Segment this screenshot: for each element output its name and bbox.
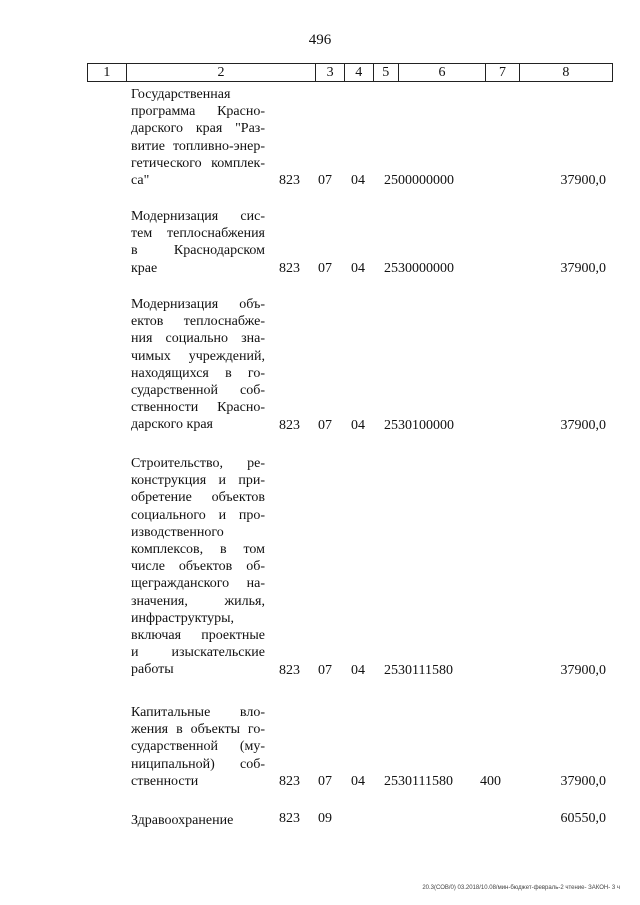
column-header-3: 3 [316, 64, 345, 81]
row-section: 07 [318, 774, 332, 789]
row-subsection: 04 [351, 261, 365, 276]
row-code: 823 [279, 261, 300, 276]
row-amount: 37900,0 [560, 663, 606, 678]
row-amount: 37900,0 [560, 261, 606, 276]
row-description [131, 455, 265, 679]
row-section: 09 [318, 811, 332, 826]
column-header-2: 2 [127, 64, 317, 81]
row-description [131, 704, 265, 790]
column-header-8: 8 [562, 65, 570, 80]
row-code: 823 [279, 811, 300, 826]
row-amount: 37900,0 [560, 418, 606, 433]
row-expense-type: 400 [480, 774, 501, 789]
description-line: и изыскательские [131, 645, 265, 661]
row-amount: 37900,0 [560, 173, 606, 188]
description-line: жения в объекты го- [131, 722, 265, 738]
row-subsection: 04 [351, 774, 365, 789]
description-line: числе объектов об- [131, 559, 265, 575]
footer-note: 20.3(СОВ/0) 03.2018/10.08/мин-бюджет-февраль-2 чтение- ЗАКОН- 3 ч [422, 885, 620, 891]
description-line: витие топливно-энер- [131, 138, 265, 154]
description-line: Строительство, ре- [131, 456, 265, 471]
row-target: 2530100000 [384, 418, 454, 433]
row-code: 823 [279, 774, 300, 789]
row-target: 2530111580 [384, 663, 453, 678]
description-line: чимых учреждений, [131, 348, 265, 364]
row-amount: 37900,0 [560, 774, 606, 789]
row-description [131, 812, 265, 829]
description-line: са" [131, 173, 150, 189]
row-code: 823 [279, 173, 300, 188]
row-subsection: 04 [351, 663, 365, 678]
description-line: программа Красно- [131, 104, 265, 120]
column-header-1: 1 [88, 64, 127, 81]
description-line: Капитальные вло- [131, 705, 265, 720]
row-description [131, 208, 265, 277]
description-line: работы [131, 662, 174, 678]
description-line: дарского края [131, 417, 213, 433]
description-line: ектов теплоснабже- [131, 314, 265, 330]
description-line: сударственной соб- [131, 383, 265, 399]
description-line: значения, жилья, [131, 593, 265, 609]
description-line: социального и про- [131, 507, 265, 523]
row-code: 823 [279, 418, 300, 433]
description-line: тем теплоснабжения [131, 226, 265, 242]
description-line: Государственная [131, 87, 231, 102]
description-line: комплексов, в том [131, 542, 265, 558]
column-header-row [87, 63, 613, 82]
column-header-7: 7 [486, 64, 520, 81]
description-line: Модернизация сис- [131, 209, 265, 224]
description-line: инфраструктуры, [131, 610, 235, 626]
row-subsection: 04 [351, 418, 365, 433]
row-code: 823 [279, 663, 300, 678]
row-section: 07 [318, 418, 332, 433]
column-header-5: 5 [374, 64, 399, 81]
description-line: Здравоохранение [131, 813, 234, 828]
description-line: сударственной (му- [131, 739, 265, 755]
description-line: крае [131, 260, 158, 276]
column-header-6: 6 [399, 64, 486, 81]
row-section: 07 [318, 261, 332, 276]
row-amount: 60550,0 [560, 811, 606, 826]
row-target: 2530111580 [384, 774, 453, 789]
description-line: гетического комплек- [131, 155, 265, 171]
description-line: ниципальной) соб- [131, 756, 265, 772]
row-target: 2500000000 [384, 173, 454, 188]
row-description [131, 86, 265, 189]
description-line: изводственного [131, 524, 224, 540]
description-line: конструкция и при- [131, 473, 265, 489]
description-line: Модернизация объ- [131, 297, 265, 312]
description-line: обретение объектов [131, 490, 265, 506]
description-line: находящихся в го- [131, 365, 265, 381]
row-section: 07 [318, 663, 332, 678]
row-subsection: 04 [351, 173, 365, 188]
row-target: 2530000000 [384, 261, 454, 276]
description-line: ственности Красно- [131, 400, 265, 416]
row-section: 07 [318, 173, 332, 188]
row-description [131, 296, 265, 434]
page-number: 496 [308, 32, 332, 48]
description-line: в Краснодарском [131, 243, 265, 259]
description-line: дарского края "Раз- [131, 121, 265, 137]
column-header-4: 4 [345, 64, 374, 81]
description-line: ния социально зна- [131, 331, 265, 347]
description-line: ственности [131, 773, 199, 789]
description-line: щегражданского на- [131, 576, 265, 592]
description-line: включая проектные [131, 628, 265, 644]
